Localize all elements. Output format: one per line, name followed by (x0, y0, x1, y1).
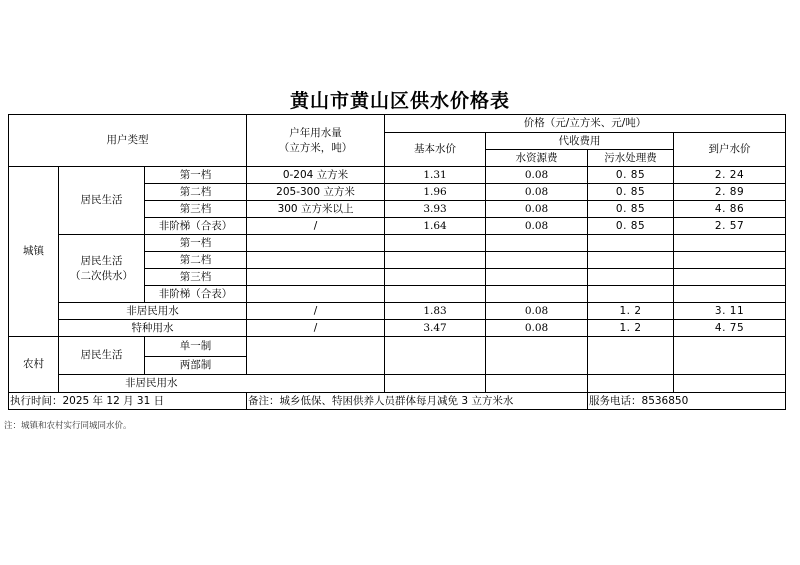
final-price-cell: 4. 75 (674, 320, 786, 337)
sewage-fee-cell: 0. 85 (588, 184, 674, 201)
tier-label: 第一档 (145, 235, 247, 252)
resource-fee-cell (486, 286, 588, 303)
resource-fee-cell: 0.08 (486, 218, 588, 235)
volume-cell (247, 286, 385, 303)
volume-cell: / (247, 218, 385, 235)
resource-fee-cell: 0.08 (486, 201, 588, 218)
sewage-fee-cell: 1. 2 (588, 320, 674, 337)
service-phone: 服务电话：8536850 (588, 393, 786, 410)
volume-cell (247, 269, 385, 286)
sewage-fee-cell (588, 252, 674, 269)
header-annual-volume (247, 115, 385, 167)
base-price-cell (385, 269, 486, 286)
base-price-cell (385, 235, 486, 252)
final-price-cell (674, 252, 786, 269)
effective-date: 执行时间：2025 年 12 月 31 日 (9, 393, 247, 410)
final-price-cell: 3. 11 (674, 303, 786, 320)
header-sewage-fee: 污水处理费 (588, 150, 674, 167)
final-price-cell (674, 337, 786, 375)
tier-label: 第二档 (145, 184, 247, 201)
town-special-label: 特种用水 (59, 320, 247, 337)
rural-resident-label: 居民生活 (59, 337, 145, 375)
volume-cell (247, 252, 385, 269)
volume-cell: 205-300 立方米 (247, 184, 385, 201)
base-price-cell (385, 286, 486, 303)
remark: 备注：城乡低保、特困供养人员群体每月减免 3 立方米水 (247, 393, 588, 410)
header-collect-fees: 代收费用 (486, 133, 674, 150)
resource-fee-cell: 0.08 (486, 167, 588, 184)
volume-cell: 0-204 立方米 (247, 167, 385, 184)
base-price-cell (385, 375, 486, 393)
resource-fee-cell (486, 269, 588, 286)
base-price-cell (385, 252, 486, 269)
base-price-cell: 1.64 (385, 218, 486, 235)
header-base-price: 基本水价 (385, 133, 486, 167)
sewage-fee-cell: 0. 85 (588, 167, 674, 184)
rural-label: 农村 (9, 337, 59, 393)
volume-cell: 300 立方米以上 (247, 201, 385, 218)
sewage-fee-cell: 1. 2 (588, 303, 674, 320)
final-price-cell: 2. 57 (674, 218, 786, 235)
base-price-cell: 3.93 (385, 201, 486, 218)
town-label: 城镇 (9, 167, 59, 337)
town-resident-label: 居民生活 (59, 167, 145, 235)
volume-cell (247, 235, 385, 252)
sewage-fee-cell (588, 269, 674, 286)
header-user-type: 用户类型 (9, 115, 247, 167)
sewage-fee-cell: 0. 85 (588, 218, 674, 235)
tier-label: 第三档 (145, 201, 247, 218)
resource-fee-cell (486, 375, 588, 393)
header-water-resource-fee: 水资源费 (486, 150, 588, 167)
page-title: 黄山市黄山区供水价格表 (289, 90, 510, 112)
town-non-resident-label: 非居民用水 (59, 303, 247, 320)
base-price-cell: 1.96 (385, 184, 486, 201)
header-price: 价格（元/立方米、元/吨） (385, 115, 786, 133)
resource-fee-cell (486, 252, 588, 269)
final-price-cell: 4. 86 (674, 201, 786, 218)
tier-label: 非阶梯（合表） (145, 218, 247, 235)
sewage-fee-cell (588, 375, 674, 393)
tier-label: 非阶梯（合表） (145, 286, 247, 303)
secondary-label-line1: 居民生活 (80, 254, 123, 267)
header-annual-volume-line1: 户年用水量 (289, 126, 342, 139)
volume-cell: / (247, 303, 385, 320)
final-price-cell (674, 286, 786, 303)
header-annual-volume-line2: （立方米，吨） (278, 141, 353, 154)
footnote: 注：城镇和农村实行同城同水价。 (4, 421, 132, 431)
sewage-fee-cell (588, 286, 674, 303)
rural-single-system: 单一制 (145, 337, 247, 357)
resource-fee-cell (486, 235, 588, 252)
town-resident-secondary-label (59, 235, 145, 303)
resource-fee-cell: 0.08 (486, 320, 588, 337)
final-price-cell (674, 235, 786, 252)
resource-fee-cell: 0.08 (486, 303, 588, 320)
volume-cell: / (247, 320, 385, 337)
base-price-cell: 3.47 (385, 320, 486, 337)
tier-label: 第三档 (145, 269, 247, 286)
tier-label: 第二档 (145, 252, 247, 269)
sewage-fee-cell: 0. 85 (588, 201, 674, 218)
rural-two-part: 两部制 (145, 357, 247, 375)
final-price-cell: 2. 89 (674, 184, 786, 201)
base-price-cell: 1.31 (385, 167, 486, 184)
base-price-cell (385, 337, 486, 375)
sewage-fee-cell (588, 235, 674, 252)
final-price-cell (674, 375, 786, 393)
tier-label: 第一档 (145, 167, 247, 184)
final-price-cell (674, 269, 786, 286)
base-price-cell: 1.83 (385, 303, 486, 320)
final-price-cell: 2. 24 (674, 167, 786, 184)
rural-non-resident-label: 非居民用水 (59, 375, 385, 393)
water-price-table (8, 114, 786, 410)
header-final-price: 到户水价 (674, 133, 786, 167)
resource-fee-cell (486, 337, 588, 375)
secondary-label-line2: （二次供水） (70, 269, 133, 282)
sewage-fee-cell (588, 337, 674, 375)
resource-fee-cell: 0.08 (486, 184, 588, 201)
volume-cell (247, 337, 385, 375)
